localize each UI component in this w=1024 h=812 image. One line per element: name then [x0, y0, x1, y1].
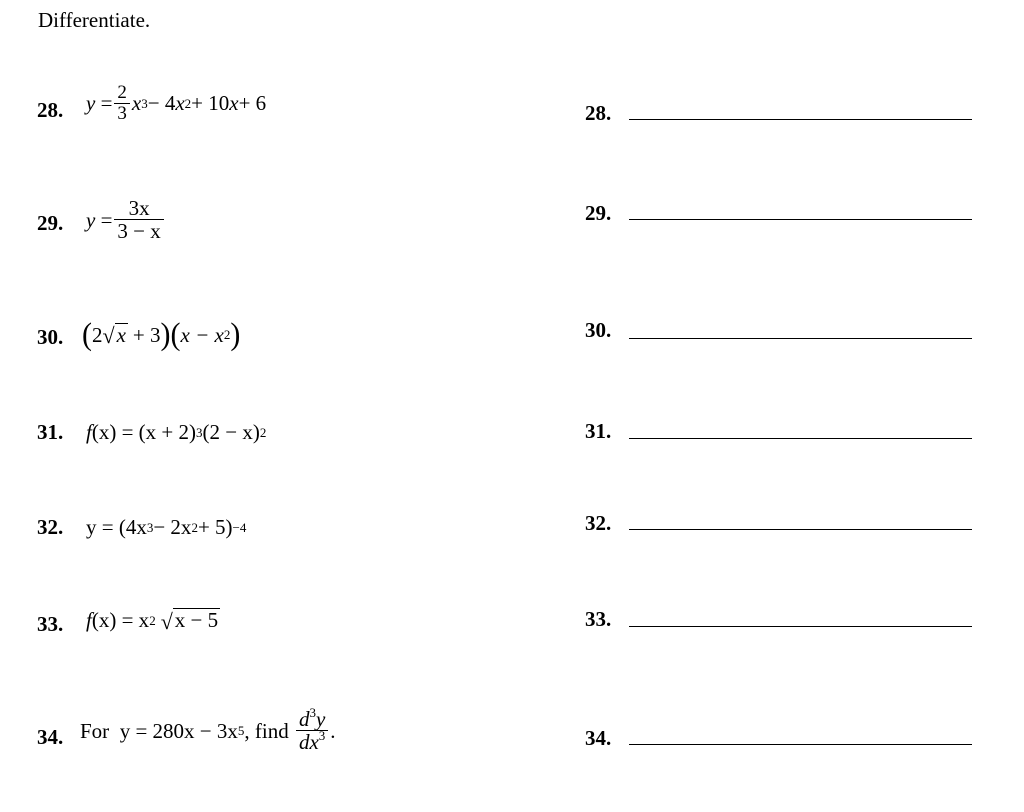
square-root: √ x − 5	[160, 608, 219, 634]
problem-28-number: 28.	[37, 98, 64, 122]
problem-33-expression: f (x) = x 2 √ x − 5	[86, 608, 219, 634]
answer-31-label: 31.	[585, 419, 612, 443]
answer-29-line[interactable]	[629, 219, 972, 220]
answer-30-line[interactable]	[629, 338, 972, 339]
answer-33-label: 33.	[585, 607, 612, 631]
problem-31-number: 31.	[37, 420, 64, 444]
answer-34-line[interactable]	[629, 744, 972, 745]
problem-29-number: 29.	[37, 211, 64, 235]
fraction: $\frac{3x}{3 - x}$	[114, 197, 163, 243]
fraction: $\frac{2}{3}$	[114, 83, 130, 125]
problem-34-expression: For y = 280x − 3x 5 , find $\frac{d^3y}{dx^3}$ .	[80, 705, 336, 755]
derivative-fraction: $\frac{d^3y}{dx^3}$	[296, 708, 328, 754]
answer-28-line[interactable]	[629, 119, 972, 120]
problem-32-expression: y = (4x 3 − 2x 2 + 5) −4	[86, 515, 247, 539]
problem-32-number: 32.	[37, 515, 64, 539]
answer-32-label: 32.	[585, 511, 612, 535]
answer-28-label: 28.	[585, 101, 612, 125]
answer-31-line[interactable]	[629, 438, 972, 439]
square-root: √ x	[102, 322, 126, 349]
answer-30-label: 30.	[585, 318, 612, 342]
problem-28-expression: y = $\frac{2}{3}$ x 3 − 4 x 2 + 10 x + 6	[86, 82, 267, 124]
answer-33-line[interactable]	[629, 626, 972, 627]
problem-30-expression: ( 2 √ x + 3 ) ( x − x 2 )	[82, 317, 241, 352]
answer-29-label: 29.	[585, 201, 612, 225]
problem-31-expression: f (x) = (x + 2) 3 (2 − x) 2	[86, 420, 267, 444]
answer-32-line[interactable]	[629, 529, 972, 530]
instructions-heading: Differentiate.	[38, 8, 151, 32]
problem-34-number: 34.	[37, 725, 64, 749]
problem-33-number: 33.	[37, 612, 64, 636]
problem-29-expression: y = $\frac{3x}{3 - x}$	[86, 197, 166, 243]
problem-30-number: 30.	[37, 325, 64, 349]
answer-34-label: 34.	[585, 726, 612, 750]
